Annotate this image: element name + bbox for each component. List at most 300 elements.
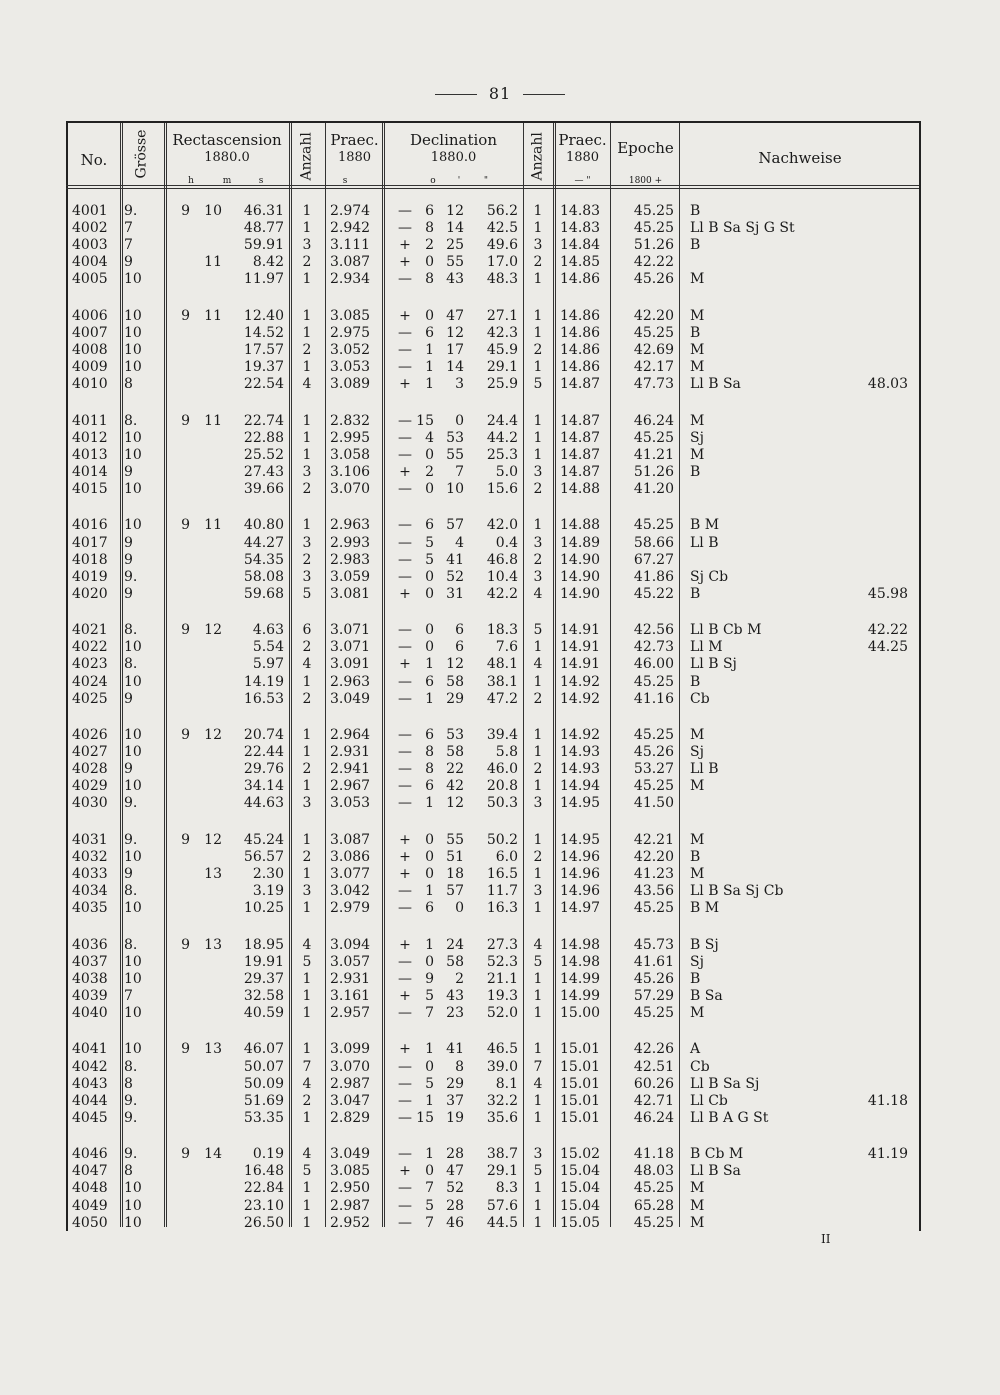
cell-ra-s: 5.54 — [252, 639, 284, 656]
cell-ra-m: 14 — [204, 1146, 222, 1163]
cell-nachweise: Cb — [690, 690, 710, 707]
cell-anzahl: 1 — [302, 446, 312, 463]
cell-dec-sec: 0.4 — [495, 534, 518, 551]
cell-praec-dec: 15.01 — [560, 1075, 601, 1092]
cell-praec-ra: 2.963 — [330, 673, 371, 690]
header-praec-ra-unit: s — [342, 176, 348, 186]
cell-praec-dec: 14.91 — [560, 622, 601, 639]
cell-anzahl: 4 — [302, 656, 312, 673]
cell-dec-sign: — — [398, 517, 412, 534]
cell-dec-sec: 11.7 — [486, 883, 518, 900]
cell-extra: 48.03 — [867, 376, 908, 393]
cell-dec-sec: 29.1 — [486, 1163, 518, 1180]
cell-dec-min: 25 — [446, 237, 464, 254]
cell-dec-sign: + — [399, 1163, 411, 1180]
header-praec-dec-unit: — " — [574, 176, 591, 186]
cell-epoche: 42.73 — [633, 639, 674, 656]
cell-dec-sign: — — [398, 953, 412, 970]
cell-groesse: 8 — [124, 1163, 133, 1180]
cell-dec-deg: 0 — [425, 639, 434, 656]
cell-praec-ra: 2.957 — [330, 1005, 371, 1021]
cell-anzahl-dec: 1 — [533, 446, 543, 463]
cell-nachweise: M — [690, 1005, 705, 1021]
cell-praec-ra: 3.111 — [330, 237, 371, 254]
cell-anzahl-dec: 3 — [533, 1146, 543, 1163]
cell-praec-ra: 2.995 — [330, 429, 371, 446]
cell-dec-sign: — — [398, 429, 412, 446]
cell-nachweise: M — [690, 778, 705, 795]
cell-nachweise: Ll B A G St — [690, 1109, 769, 1126]
cell-groesse: 10 — [124, 744, 142, 761]
cell-dec-sign: + — [399, 307, 411, 324]
cell-dec-sign: + — [399, 831, 411, 848]
cell-anzahl-dec: 1 — [533, 639, 543, 656]
cell-dec-sec: 18.3 — [486, 622, 518, 639]
cell-dec-sec: 39.4 — [486, 727, 518, 743]
cell-ra-h: 9 — [181, 1146, 190, 1163]
cell-praec-dec: 15.02 — [560, 1146, 601, 1163]
cell-no: 4033 — [72, 866, 108, 882]
cell-praec-dec: 14.87 — [560, 429, 601, 446]
cell-dec-sign: — — [398, 220, 412, 237]
cell-ra-s: 46.31 — [243, 203, 284, 219]
cell-ra-s: 2.30 — [252, 866, 284, 882]
cell-praec-ra: 2.964 — [330, 727, 371, 743]
cell-no: 4011 — [72, 412, 108, 429]
cell-groesse: 10 — [124, 271, 142, 288]
cell-dec-deg: 0 — [425, 1163, 434, 1180]
header-no: No. — [80, 151, 108, 169]
cell-ra-h: 9 — [181, 936, 190, 953]
cell-anzahl: 2 — [302, 690, 312, 707]
cell-praec-ra: 2.829 — [330, 1109, 371, 1126]
cell-dec-min: 47 — [446, 307, 464, 324]
cell-dec-sec: 21.1 — [486, 970, 518, 987]
cell-epoche: 46.24 — [633, 412, 674, 429]
cell-anzahl: 3 — [302, 237, 312, 254]
cell-dec-deg: 0 — [425, 848, 434, 865]
cell-groesse: 9. — [124, 203, 138, 219]
cell-dec-min: 12 — [446, 656, 464, 673]
cell-ra-m: 13 — [204, 936, 222, 953]
cell-groesse: 10 — [124, 778, 142, 795]
cell-dec-sign: — — [398, 727, 412, 743]
cell-no: 4038 — [72, 970, 108, 987]
cell-praec-dec: 14.88 — [560, 481, 601, 497]
cell-extra: 42.22 — [867, 622, 908, 639]
cell-anzahl: 1 — [302, 727, 312, 743]
cell-groesse: 10 — [124, 673, 142, 690]
cell-dec-sign: — — [398, 1058, 412, 1075]
cell-anzahl: 1 — [302, 1214, 312, 1231]
cell-dec-min: 18 — [446, 866, 464, 882]
cell-no: 4041 — [72, 1041, 108, 1058]
cell-anzahl-dec: 3 — [533, 883, 543, 900]
cell-dec-deg: 0 — [425, 481, 434, 497]
cell-anzahl: 1 — [302, 866, 312, 882]
cell-praec-dec: 14.92 — [560, 673, 601, 690]
cell-nachweise: B Sa — [690, 987, 723, 1004]
cell-epoche: 45.25 — [633, 324, 674, 341]
cell-praec-ra: 2.987 — [330, 1075, 371, 1092]
cell-dec-min: 14 — [446, 220, 464, 237]
cell-anzahl: 1 — [302, 778, 312, 795]
cell-dec-deg: 6 — [425, 203, 434, 219]
cell-no: 4009 — [72, 359, 108, 376]
cell-dec-sec: 27.1 — [486, 307, 518, 324]
cell-dec-sign: — — [398, 1075, 412, 1092]
cell-nachweise: Ll B Sa Sj Cb — [690, 883, 784, 900]
cell-ra-h: 9 — [181, 1041, 190, 1058]
cell-ra-h: 9 — [181, 727, 190, 743]
cell-anzahl-dec: 4 — [533, 1075, 543, 1092]
cell-no: 4017 — [72, 534, 108, 551]
cell-extra: 41.18 — [867, 1092, 908, 1109]
cell-ra-s: 22.54 — [243, 376, 284, 393]
cell-anzahl-dec: 1 — [533, 271, 543, 288]
cell-anzahl: 1 — [302, 673, 312, 690]
cell-dec-min: 41 — [446, 551, 464, 568]
cell-praec-ra: 3.087 — [330, 254, 371, 271]
cell-dec-min: 6 — [455, 622, 464, 639]
cell-dec-sign: — — [398, 551, 412, 568]
cell-dec-deg: 0 — [425, 307, 434, 324]
cell-epoche: 41.20 — [633, 481, 674, 497]
cell-ra-s: 25.52 — [243, 446, 284, 463]
cell-anzahl: 1 — [302, 1197, 312, 1214]
cell-anzahl-dec: 1 — [533, 831, 543, 848]
cell-anzahl: 2 — [302, 848, 312, 865]
cell-epoche: 67.27 — [633, 551, 674, 568]
cell-epoche: 65.28 — [633, 1197, 674, 1214]
cell-dec-sec: 50.2 — [486, 831, 518, 848]
cell-anzahl: 6 — [302, 622, 312, 639]
cell-anzahl-dec: 3 — [533, 568, 543, 585]
cell-dec-deg: 7 — [425, 1005, 434, 1021]
cell-no: 4027 — [72, 744, 108, 761]
cell-praec-dec: 14.86 — [560, 271, 601, 288]
cell-praec-dec: 14.87 — [560, 446, 601, 463]
cell-anzahl-dec: 1 — [533, 359, 543, 376]
cell-nachweise: B — [690, 463, 701, 480]
cell-anzahl-dec: 1 — [533, 1041, 543, 1058]
cell-dec-sign: — — [398, 203, 412, 219]
cell-anzahl-dec: 1 — [533, 517, 543, 534]
cell-epoche: 53.27 — [633, 761, 674, 778]
cell-no: 4042 — [72, 1058, 108, 1075]
cell-ra-s: 44.63 — [243, 795, 284, 812]
cell-dec-sign: — — [398, 324, 412, 341]
cell-dec-min: 55 — [446, 831, 464, 848]
cell-ra-s: 45.24 — [243, 831, 284, 848]
cell-ra-m: 11 — [204, 412, 222, 429]
cell-anzahl: 4 — [302, 376, 312, 393]
cell-no: 4006 — [72, 307, 108, 324]
cell-anzahl: 3 — [302, 534, 312, 551]
cell-nachweise: B M — [690, 517, 720, 534]
cell-dec-deg: 1 — [425, 690, 434, 707]
cell-dec-deg: 2 — [425, 237, 434, 254]
cell-praec-dec: 14.83 — [560, 220, 601, 237]
cell-dec-sec: 48.1 — [486, 656, 518, 673]
cell-praec-ra: 2.934 — [330, 271, 371, 288]
cell-dec-deg: 0 — [425, 831, 434, 848]
cell-anzahl: 2 — [302, 551, 312, 568]
cell-groesse: 8. — [124, 936, 138, 953]
cell-dec-sec: 46.8 — [486, 551, 518, 568]
cell-dec-sec: 48.3 — [486, 271, 518, 288]
cell-groesse: 10 — [124, 359, 142, 376]
cell-epoche: 51.26 — [633, 463, 674, 480]
cell-groesse: 9. — [124, 1092, 138, 1109]
cell-anzahl: 5 — [302, 585, 312, 602]
cell-praec-ra: 2.987 — [330, 1197, 371, 1214]
cell-no: 4019 — [72, 568, 108, 585]
cell-dec-min: 28 — [446, 1197, 464, 1214]
cell-praec-ra: 3.057 — [330, 953, 371, 970]
cell-dec-sign: + — [399, 1041, 411, 1058]
cell-praec-ra: 2.950 — [330, 1180, 371, 1197]
cell-dec-min: 51 — [446, 848, 464, 865]
cell-dec-sign: + — [399, 376, 411, 393]
cell-dec-sign: — — [398, 761, 412, 778]
cell-groesse: 10 — [124, 342, 142, 358]
cell-nachweise: Ll B — [690, 761, 719, 778]
cell-epoche: 45.25 — [633, 673, 674, 690]
cell-no: 4021 — [72, 622, 108, 639]
cell-groesse: 9 — [124, 585, 133, 602]
cell-nachweise: M — [690, 412, 705, 429]
cell-no: 4003 — [72, 237, 108, 254]
cell-praec-ra: 3.091 — [330, 656, 371, 673]
cell-dec-sign: — — [398, 1146, 412, 1163]
cell-praec-dec: 14.83 — [560, 203, 601, 219]
header-dec-epoch: 1880.0 — [430, 150, 477, 165]
cell-nachweise: M — [690, 727, 705, 743]
cell-praec-dec: 14.89 — [560, 534, 601, 551]
cell-praec-dec: 14.88 — [560, 517, 601, 534]
cell-no: 4025 — [72, 690, 108, 707]
cell-dec-min: 24 — [446, 936, 464, 953]
cell-praec-ra: 3.042 — [330, 883, 371, 900]
header-anzahl: Anzahl — [298, 132, 315, 181]
cell-dec-deg: 5 — [425, 1197, 434, 1214]
cell-dec-min: 55 — [446, 446, 464, 463]
cell-dec-sec: 5.8 — [495, 744, 518, 761]
cell-no: 4030 — [72, 795, 108, 812]
cell-dec-sign: — — [398, 673, 412, 690]
cell-praec-dec: 14.96 — [560, 848, 601, 865]
cell-anzahl: 1 — [302, 831, 312, 848]
cell-praec-ra: 3.059 — [330, 568, 371, 585]
cell-praec-dec: 14.94 — [560, 778, 601, 795]
cell-dec-sign: + — [399, 656, 411, 673]
cell-dec-sign: — — [398, 568, 412, 585]
cell-dec-min: 10 — [446, 481, 464, 497]
cell-ra-s: 39.66 — [243, 481, 284, 497]
cell-dec-deg: 6 — [425, 517, 434, 534]
column-divider — [553, 123, 556, 1227]
cell-praec-ra: 3.071 — [330, 622, 371, 639]
cell-dec-min: 52 — [446, 1180, 464, 1197]
cell-ra-s: 54.35 — [243, 551, 284, 568]
cell-dec-deg: 1 — [425, 883, 434, 900]
cell-anzahl-dec: 1 — [533, 203, 543, 219]
cell-praec-ra: 2.941 — [330, 761, 371, 778]
cell-groesse: 8. — [124, 883, 138, 900]
cell-praec-ra: 3.087 — [330, 831, 371, 848]
cell-epoche: 42.20 — [633, 848, 674, 865]
cell-groesse: 8 — [124, 376, 133, 393]
cell-ra-m: 11 — [204, 307, 222, 324]
cell-dec-sign: — — [398, 1092, 412, 1109]
cell-praec-ra: 3.070 — [330, 481, 371, 497]
cell-anzahl: 1 — [302, 220, 312, 237]
cell-dec-sec: 10.4 — [486, 568, 518, 585]
cell-nachweise: Ll B — [690, 534, 719, 551]
header-praec-dec: Praec. — [558, 131, 607, 149]
cell-dec-sec: 44.2 — [486, 429, 518, 446]
cell-no: 4029 — [72, 778, 108, 795]
cell-anzahl: 1 — [302, 429, 312, 446]
cell-praec-ra: 3.070 — [330, 1058, 371, 1075]
cell-no: 4010 — [72, 376, 108, 393]
cell-no: 4018 — [72, 551, 108, 568]
cell-nachweise: M — [690, 342, 705, 358]
cell-epoche: 60.26 — [633, 1075, 674, 1092]
header-dec-unit-deg: o — [430, 176, 436, 186]
cell-dec-min: 37 — [446, 1092, 464, 1109]
cell-anzahl-dec: 2 — [533, 551, 543, 568]
cell-epoche: 41.61 — [633, 953, 674, 970]
cell-dec-sign: — — [398, 446, 412, 463]
cell-dec-min: 17 — [446, 342, 464, 358]
cell-dec-min: 29 — [446, 1075, 464, 1092]
cell-praec-dec: 14.84 — [560, 237, 601, 254]
cell-anzahl: 1 — [302, 517, 312, 534]
cell-praec-dec: 14.93 — [560, 761, 601, 778]
cell-praec-ra: 3.053 — [330, 359, 371, 376]
cell-no: 4016 — [72, 517, 108, 534]
cell-praec-dec: 14.95 — [560, 831, 601, 848]
cell-dec-deg: 1 — [425, 359, 434, 376]
cell-praec-ra: 3.106 — [330, 463, 371, 480]
cell-anzahl: 4 — [302, 936, 312, 953]
cell-anzahl-dec: 1 — [533, 866, 543, 882]
cell-dec-deg: 1 — [425, 1092, 434, 1109]
cell-ra-s: 3.19 — [252, 883, 284, 900]
cell-dec-sign: + — [399, 987, 411, 1004]
cell-dec-deg: 5 — [425, 1075, 434, 1092]
cell-no: 4045 — [72, 1109, 108, 1126]
cell-dec-deg: 8 — [425, 220, 434, 237]
cell-anzahl: 1 — [302, 1109, 312, 1126]
cell-nachweise: B — [690, 203, 701, 219]
cell-dec-min: 55 — [446, 254, 464, 271]
cell-groesse: 9 — [124, 534, 133, 551]
cell-dec-sign: — — [398, 883, 412, 900]
cell-ra-s: 29.37 — [243, 970, 284, 987]
cell-anzahl: 1 — [302, 412, 312, 429]
cell-ra-s: 59.68 — [243, 585, 284, 602]
cell-nachweise: B — [690, 673, 701, 690]
cell-groesse: 10 — [124, 1041, 142, 1058]
cell-anzahl: 1 — [302, 1005, 312, 1021]
cell-dec-min: 57 — [446, 883, 464, 900]
cell-epoche: 42.26 — [633, 1041, 674, 1058]
header-praec-dec-year: 1880 — [565, 150, 600, 165]
cell-dec-sec: 6.0 — [495, 848, 518, 865]
cell-groesse: 10 — [124, 953, 142, 970]
cell-dec-sec: 39.0 — [486, 1058, 518, 1075]
cell-groesse: 10 — [124, 307, 142, 324]
cell-dec-sign: — — [398, 342, 412, 358]
cell-epoche: 43.56 — [633, 883, 674, 900]
cell-nachweise: B M — [690, 900, 720, 917]
cell-praec-dec: 15.04 — [560, 1163, 601, 1180]
cell-ra-s: 56.57 — [243, 848, 284, 865]
cell-anzahl: 1 — [302, 1180, 312, 1197]
cell-praec-ra: 3.053 — [330, 795, 371, 812]
cell-dec-min: 46 — [446, 1214, 464, 1231]
cell-dec-sign: — — [398, 690, 412, 707]
cell-dec-min: 43 — [446, 987, 464, 1004]
cell-ra-s: 12.40 — [243, 307, 284, 324]
cell-anzahl-dec: 1 — [533, 220, 543, 237]
cell-dec-min: 0 — [455, 412, 464, 429]
cell-dec-min: 6 — [455, 639, 464, 656]
cell-dec-deg: 6 — [425, 673, 434, 690]
cell-anzahl-dec: 1 — [533, 987, 543, 1004]
cell-ra-s: 29.76 — [243, 761, 284, 778]
cell-praec-ra: 2.832 — [330, 412, 371, 429]
cell-nachweise: B Sj — [690, 936, 719, 953]
cell-ra-s: 19.37 — [243, 359, 284, 376]
cell-anzahl: 3 — [302, 463, 312, 480]
cell-ra-s: 34.14 — [243, 778, 284, 795]
cell-dec-min: 41 — [446, 1041, 464, 1058]
cell-ra-s: 17.57 — [243, 342, 284, 358]
cell-groesse: 8. — [124, 622, 138, 639]
cell-praec-ra: 3.071 — [330, 639, 371, 656]
cell-praec-dec: 15.04 — [560, 1180, 601, 1197]
cell-praec-dec: 14.95 — [560, 795, 601, 812]
column-divider — [679, 123, 680, 1227]
cell-dec-min: 3 — [455, 376, 464, 393]
cell-dec-min: 58 — [446, 953, 464, 970]
cell-groesse: 9 — [124, 551, 133, 568]
cell-dec-sign: — — [398, 1180, 412, 1197]
cell-dec-sec: 16.3 — [486, 900, 518, 917]
cell-epoche: 45.26 — [633, 271, 674, 288]
cell-ra-s: 14.52 — [243, 324, 284, 341]
cell-dec-min: 19 — [446, 1109, 464, 1126]
cell-praec-dec: 15.01 — [560, 1058, 601, 1075]
cell-dec-min: 28 — [446, 1146, 464, 1163]
cell-ra-s: 58.08 — [243, 568, 284, 585]
header-epoche-unit: 1800 + — [628, 176, 663, 186]
cell-ra-h: 9 — [181, 412, 190, 429]
cell-groesse: 10 — [124, 1214, 142, 1231]
cell-praec-ra: 3.052 — [330, 342, 371, 358]
cell-anzahl: 5 — [302, 1163, 312, 1180]
cell-epoche: 41.21 — [633, 446, 674, 463]
cell-anzahl: 2 — [302, 342, 312, 358]
cell-nachweise: Sj — [690, 429, 704, 446]
cell-groesse: 10 — [124, 446, 142, 463]
cell-praec-ra: 3.089 — [330, 376, 371, 393]
cell-anzahl-dec: 2 — [533, 690, 543, 707]
